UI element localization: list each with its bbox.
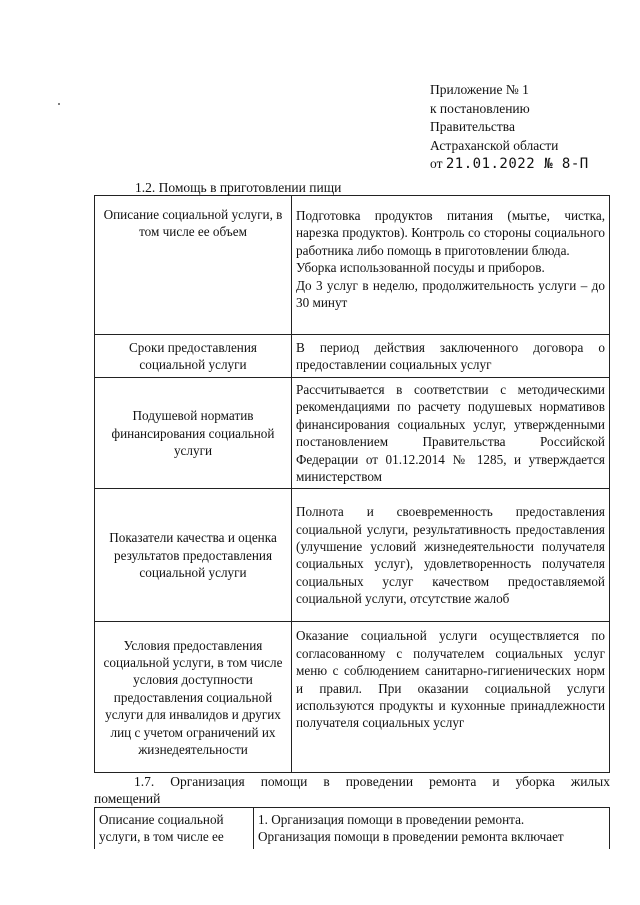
appendix-block bbox=[430, 81, 589, 174]
row-label: Условия предоставления социальной услуги, в том числе условия доступности предоставления социальной услуги для инвалидов и других лиц с учетом ограничений их жизнедеятельности bbox=[95, 622, 292, 773]
scan-speck bbox=[58, 103, 60, 105]
service-table bbox=[94, 195, 610, 773]
value-paragraph: Рассчитывается в соответствии с методическими рекомендациями по расчету подушевых нормативов финансирования социальных услуг, утвержденными постановлением Правительства Российской Федерации от 01.12.2014 № 1285, и утверждается министерством bbox=[296, 382, 605, 485]
row-value bbox=[292, 622, 610, 773]
section-heading bbox=[94, 773, 610, 807]
appendix-line: к постановлению bbox=[430, 100, 530, 116]
date-value: 21.01.2022 № 8-П bbox=[445, 156, 589, 172]
appendix-line: Астраханской области bbox=[430, 137, 559, 153]
row-label: Описание социальной услуги, в том числе ее объем bbox=[95, 196, 292, 335]
table-row bbox=[95, 196, 610, 335]
table-row bbox=[95, 489, 610, 622]
appendix-date-line bbox=[430, 155, 589, 174]
appendix-line: Правительства bbox=[430, 119, 515, 134]
label-line: услуги, в том числе ее bbox=[99, 829, 224, 845]
row-label: Сроки предоставления социальной услуги bbox=[95, 335, 292, 378]
label-line: Описание социальной bbox=[99, 812, 224, 827]
value-paragraph: Уборка использованной посуды и приборов. bbox=[296, 260, 545, 276]
row-value bbox=[254, 808, 610, 849]
table-row bbox=[95, 378, 610, 489]
section-heading-line: помещений bbox=[94, 791, 161, 806]
value-line: Организация помощи в проведении ремонта включает bbox=[258, 829, 564, 845]
section-heading: 1.2. Помощь в приготовлении пищи bbox=[135, 180, 342, 195]
row-value bbox=[292, 378, 610, 489]
value-paragraph: Оказание социальной услуги осуществляется по согласованному с получателем социальных услуг меню с соблюдением санитарно-гигиенических норм и правил. При оказании социальной услуги используются продукты и кухонные принадлежности получателя социальных услуг bbox=[296, 628, 605, 731]
value-paragraph: До 3 услуг в неделю, продолжительность услуги – до 30 минут bbox=[296, 277, 605, 311]
row-value bbox=[292, 489, 610, 622]
value-paragraph: В период действия заключенного договора о предоставлении социальных услуг bbox=[296, 339, 605, 372]
section-heading-line: 1.7. Организация помощи в проведении ремонта и уборка жилых bbox=[134, 774, 610, 789]
appendix-line: Приложение № 1 bbox=[430, 82, 529, 97]
table-row bbox=[95, 335, 610, 378]
row-value bbox=[292, 196, 610, 335]
value-paragraph: Полнота и своевременность предоставления социальной услуги, результативность предоставления (улучшение условий жизнедеятельности получателя социальных услуг), удовлетворенность получателя социальных услуг качеством предоставляемой социальной услуги, отсутствие жалоб bbox=[296, 504, 605, 607]
row-label: Подушевой норматив финансирования социальной услуги bbox=[95, 378, 292, 489]
service-table bbox=[94, 807, 610, 849]
row-label bbox=[95, 808, 254, 849]
date-prefix: от bbox=[430, 156, 443, 171]
value-line: 1. Организация помощи в проведении ремонта. bbox=[258, 812, 525, 827]
value-paragraph: Подготовка продуктов питания (мытье, чистка, нарезка продуктов). Контроль со стороны социального работника либо помощь в приготовлении блюда. bbox=[296, 208, 605, 258]
table-row bbox=[95, 808, 610, 849]
row-value bbox=[292, 335, 610, 378]
row-label: Показатели качества и оценка результатов предоставления социальной услуги bbox=[95, 489, 292, 622]
table-row bbox=[95, 622, 610, 773]
